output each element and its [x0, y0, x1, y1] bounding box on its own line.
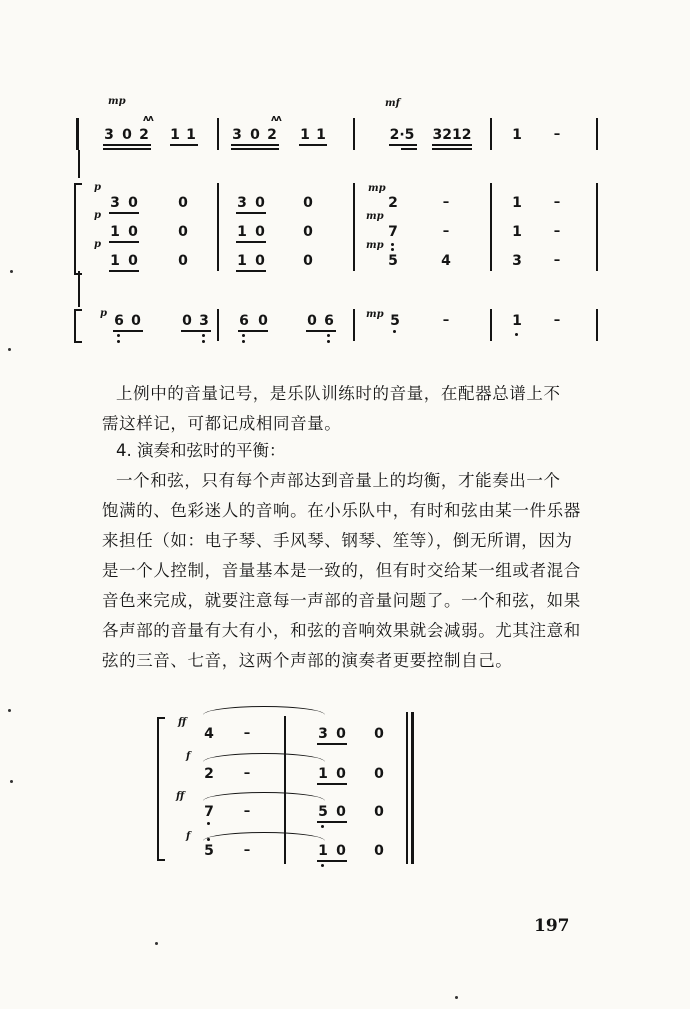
note: 1	[237, 224, 247, 240]
note: 2	[204, 766, 214, 782]
dynamic-p: p	[94, 182, 101, 193]
barline	[596, 118, 598, 150]
barline	[596, 309, 598, 341]
tie-slur	[203, 753, 325, 762]
note: 0	[182, 313, 192, 329]
note: 4	[204, 726, 214, 742]
dynamic-p: p	[94, 239, 101, 250]
note: 1	[318, 766, 328, 782]
barline	[217, 309, 219, 341]
tie-slur	[203, 832, 325, 841]
system-bracket	[76, 118, 79, 150]
dash: –	[442, 195, 450, 210]
text-line: 上例中的音量记号，是乐队训练时的音量，在配器总谱上不	[116, 384, 561, 403]
system-connector	[78, 271, 80, 307]
note: 3	[232, 127, 242, 143]
note: 3	[237, 195, 247, 211]
note: 1	[318, 843, 328, 859]
dash: –	[553, 313, 561, 328]
note: 5	[390, 313, 400, 329]
note: 3212	[432, 127, 472, 143]
dynamic-mp: mp	[366, 309, 384, 320]
note: 2	[139, 127, 149, 143]
dash: –	[553, 253, 561, 268]
note: 0	[303, 224, 313, 240]
low-octave-dot	[391, 243, 394, 246]
note: 0	[303, 195, 313, 211]
note: 3	[512, 253, 522, 269]
note: 0	[131, 313, 141, 329]
note: 1	[237, 253, 247, 269]
scan-speck	[455, 996, 458, 999]
dash: –	[553, 224, 561, 239]
note: 0	[178, 253, 188, 269]
dynamic-mp: mp	[368, 183, 386, 194]
note: 1	[512, 313, 522, 329]
text-line: 各声部的音量有大有小，和弦的音响效果就会减弱。尤其注意和	[102, 621, 581, 640]
note: 1	[186, 127, 196, 143]
text-line: 弦的三音、七音，这两个声部的演奏者更要控制自己。	[102, 651, 513, 670]
note: 0	[122, 127, 132, 143]
note: 0	[128, 224, 138, 240]
note: 0	[374, 804, 384, 820]
scan-speck	[8, 348, 11, 351]
note: 0	[336, 843, 346, 859]
note: 5	[204, 843, 214, 859]
barline	[353, 118, 355, 150]
tie-slur	[203, 792, 325, 801]
group-bracket	[157, 717, 165, 861]
dash: –	[442, 224, 450, 239]
text-line: 需这样记，可都记成相同音量。	[102, 414, 342, 433]
scan-speck	[155, 942, 158, 945]
note: 0	[374, 843, 384, 859]
dynamic-f: f	[186, 831, 191, 842]
dynamic-mp: mp	[108, 96, 126, 107]
dynamic-ff: ff	[178, 717, 187, 728]
note: 0	[255, 253, 265, 269]
dynamic-mp: mp	[366, 211, 384, 222]
dash: –	[243, 766, 251, 781]
note: 1	[170, 127, 180, 143]
barline	[217, 183, 219, 271]
dash: –	[243, 726, 251, 741]
section-heading: 4. 演奏和弦时的平衡：	[116, 441, 286, 460]
dynamic-mf: mf	[385, 98, 400, 109]
note: 0	[255, 224, 265, 240]
note: 0	[128, 253, 138, 269]
note: 1	[512, 195, 522, 211]
final-barline	[406, 712, 408, 864]
page-number: 197	[534, 916, 570, 936]
text-line: 音色来完成，就要注意每一声部的音量问题了。一个和弦，如果	[102, 591, 581, 610]
scan-speck	[8, 709, 11, 712]
note: 1	[512, 224, 522, 240]
barline	[284, 716, 286, 864]
dash: –	[243, 843, 251, 858]
note: 1	[300, 127, 310, 143]
note: 2	[388, 195, 398, 211]
note: 0	[255, 195, 265, 211]
group-bracket	[74, 183, 82, 275]
group-bracket	[74, 309, 82, 343]
system-connector	[78, 150, 80, 178]
low-octave-dot	[391, 248, 394, 251]
final-barline	[411, 712, 414, 864]
note: 0	[374, 766, 384, 782]
note: 7	[204, 804, 214, 820]
dash: –	[243, 804, 251, 819]
barline	[490, 118, 492, 150]
note: 7	[388, 224, 398, 240]
barline	[353, 183, 355, 271]
accent-mark: ʌʌ	[143, 114, 153, 124]
barline	[353, 309, 355, 341]
note: 3	[199, 313, 209, 329]
note: 6	[114, 313, 124, 329]
text-line: 一个和弦，只有每个声部达到音量上的均衡，才能奏出一个	[116, 471, 561, 490]
dynamic-p: p	[100, 308, 107, 319]
barline	[596, 183, 598, 271]
barline	[217, 118, 219, 150]
accent-mark: ʌʌ	[271, 114, 281, 124]
dynamic-p: p	[94, 210, 101, 221]
dash: –	[553, 195, 561, 210]
note: 0	[336, 804, 346, 820]
text-line: 饱满的、色彩迷人的音响。在小乐队中，有时和弦由某一件乐器	[102, 501, 581, 520]
note: 1	[110, 224, 120, 240]
scan-speck	[10, 780, 13, 783]
note: 0	[178, 224, 188, 240]
note: 6	[324, 313, 334, 329]
note: 3	[110, 195, 120, 211]
note: 1	[512, 127, 522, 143]
text-line: 来担任（如：电子琴、手风琴、钢琴、笙等），倒无所谓，因为	[102, 531, 573, 550]
barline	[490, 183, 492, 271]
note: 0	[258, 313, 268, 329]
dynamic-mp: mp	[366, 240, 384, 251]
scan-speck	[10, 270, 13, 273]
note: 0	[336, 766, 346, 782]
note: 5	[318, 804, 328, 820]
note: 0	[128, 195, 138, 211]
note: 3	[104, 127, 114, 143]
note: 1	[110, 253, 120, 269]
note: 2·5	[389, 127, 415, 143]
note: 0	[250, 127, 260, 143]
note: 0	[374, 726, 384, 742]
dynamic-ff: ff	[176, 791, 185, 802]
note: 0	[303, 253, 313, 269]
note: 4	[441, 253, 451, 269]
dash: –	[553, 127, 561, 142]
note: 0	[178, 195, 188, 211]
note: 0	[307, 313, 317, 329]
note: 2	[267, 127, 277, 143]
barline	[490, 309, 492, 341]
dynamic-f: f	[186, 751, 191, 762]
note: 6	[239, 313, 249, 329]
note: 1	[316, 127, 326, 143]
note: 5	[388, 253, 398, 269]
note: 0	[336, 726, 346, 742]
text-line: 是一个人控制，音量基本是一致的，但有时交给某一组或者混合	[102, 561, 581, 580]
note: 3	[318, 726, 328, 742]
dash: –	[442, 313, 450, 328]
tie-slur	[203, 706, 325, 715]
